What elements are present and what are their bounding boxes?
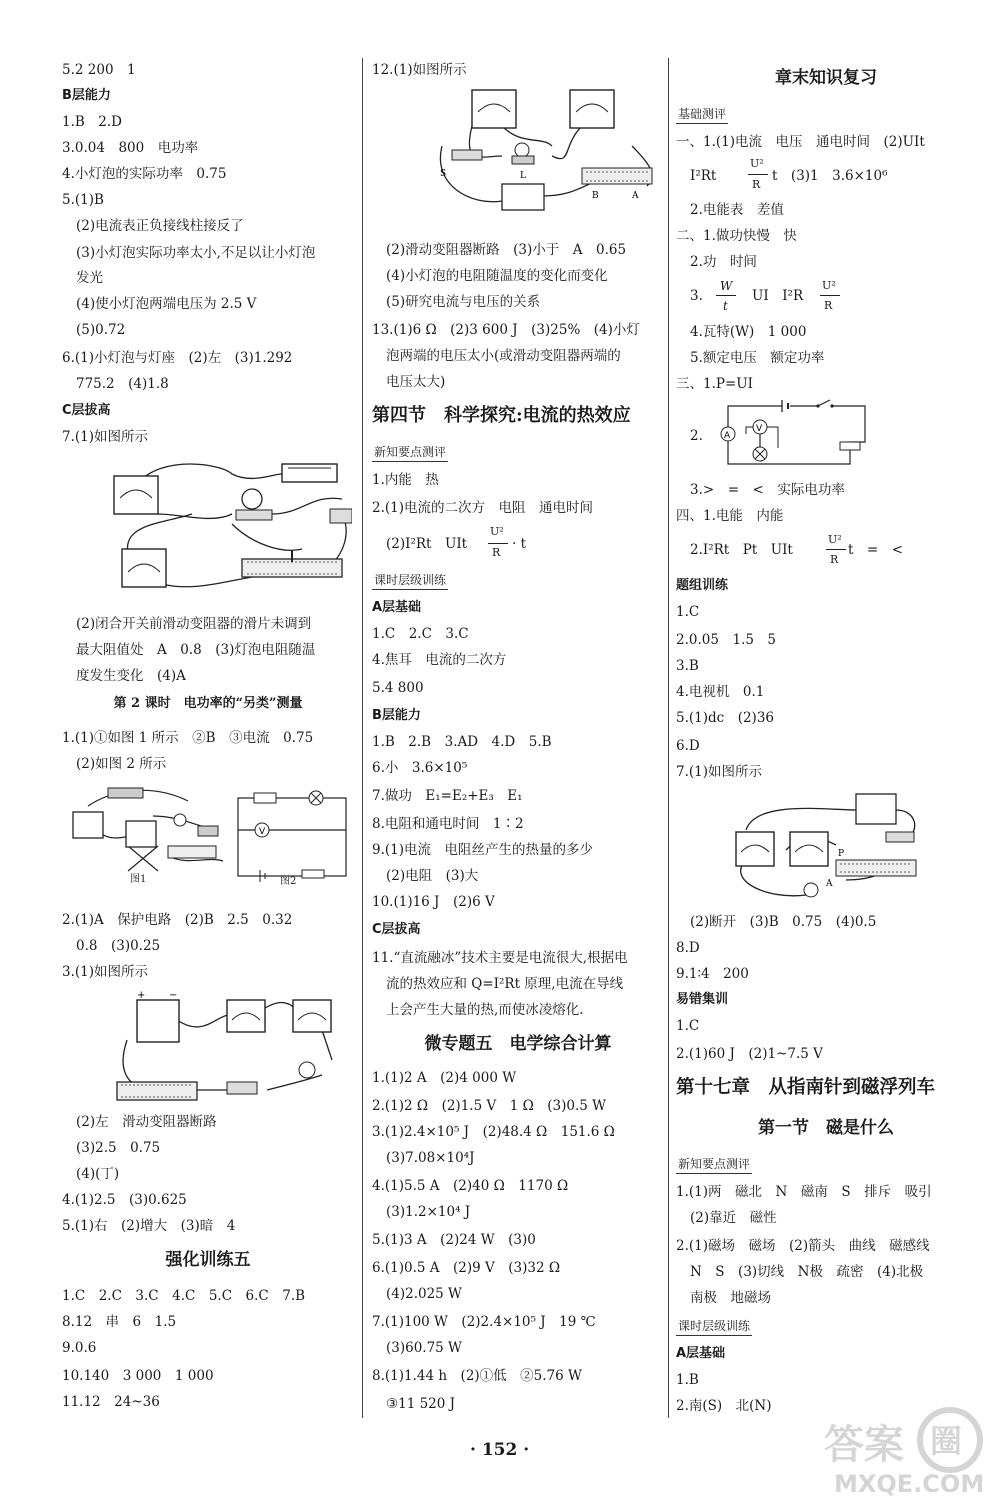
section-label: B层能力 bbox=[62, 88, 111, 103]
chapter-review-heading: 章末知识复习 bbox=[775, 68, 877, 88]
answer-line: 电压太大) bbox=[386, 374, 446, 390]
svg-text:V: V bbox=[259, 827, 266, 837]
answer-line: 8.(1)1.44 h (2)①低 ②5.76 W bbox=[372, 1368, 582, 1384]
fraction-denominator: R bbox=[824, 299, 833, 312]
watermark-logo bbox=[820, 1400, 990, 1498]
answer-line: 7.(1)如图所示 bbox=[62, 429, 149, 445]
section-label: C层拔高 bbox=[62, 403, 111, 418]
svg-text:MXQE.COM: MXQE.COM bbox=[834, 1470, 985, 1498]
fraction-denominator: R bbox=[752, 178, 761, 191]
fraction-numerator: U² bbox=[828, 533, 842, 546]
answer-line: (3)1.2×10⁴ J bbox=[386, 1204, 471, 1220]
svg-text:−: − bbox=[169, 990, 178, 1001]
answer-line: (4)2.025 W bbox=[386, 1286, 462, 1302]
answer-line: (5)0.72 bbox=[76, 322, 126, 338]
answer-line: 二、1.做功快慢 快 bbox=[676, 228, 797, 244]
answer-line: (4)(丁) bbox=[76, 1166, 120, 1182]
section-label: A层基础 bbox=[676, 1346, 726, 1361]
subsection-tag bbox=[372, 570, 664, 590]
answer-line: 7.做功 E₁=E₂+E₃ E₁ bbox=[372, 788, 523, 804]
formula-text: 3. bbox=[690, 288, 703, 304]
formula-text: UI I²R bbox=[752, 288, 804, 304]
answer-line: (3)60.75 W bbox=[386, 1340, 462, 1356]
circuit-figure-1 bbox=[68, 786, 228, 886]
answer-line: 3.0.04 800 电功率 bbox=[62, 140, 199, 156]
answer-line: 7.(1)如图所示 bbox=[676, 764, 763, 780]
tag-label: 基础测评 bbox=[676, 105, 728, 124]
answer-line: 5.(1)3 A (2)24 W (3)0 bbox=[372, 1232, 536, 1248]
answer-line: (2)如图 2 所示 bbox=[76, 756, 167, 772]
page-number: · 152 · bbox=[470, 1440, 530, 1460]
answer-line: 2. bbox=[690, 428, 703, 444]
answer-line: 1.(1)①如图 1 所示 ②B ③电流 0.75 bbox=[62, 730, 314, 746]
answer-line: 四、1.电能 内能 bbox=[676, 508, 784, 524]
answer-line: (3)7.08×10⁴J bbox=[386, 1150, 475, 1166]
section-heading: 第一节 磁是什么 bbox=[758, 1118, 894, 1138]
answer-line: N S (3)切线 N极 疏密 (4)北极 bbox=[690, 1264, 924, 1280]
fraction-numerator: U² bbox=[750, 157, 764, 170]
answer-line: 2.0.05 1.5 5 bbox=[676, 632, 776, 648]
answer-line: 4.(1)2.5 (3)0.625 bbox=[62, 1192, 187, 1208]
fraction-denominator: t bbox=[723, 299, 728, 313]
answer-line: 5.4 800 bbox=[372, 680, 424, 696]
fraction-denominator: R bbox=[492, 546, 501, 559]
answer-line: 1.C bbox=[676, 1018, 700, 1034]
fraction-denominator: R bbox=[830, 553, 839, 566]
column-divider-2 bbox=[668, 58, 669, 1418]
section-label: A层基础 bbox=[372, 600, 422, 615]
tag-label: 课时层级训练 bbox=[372, 571, 448, 590]
answer-line: 度发生变化 (4)A bbox=[76, 668, 186, 684]
answer-line: 10.140 3 000 1 000 bbox=[62, 1368, 214, 1384]
answer-line: 1.内能 热 bbox=[372, 472, 439, 488]
figure-caption: 图1 bbox=[130, 874, 147, 885]
circuit-figure-2 bbox=[232, 790, 352, 886]
circuit-diagram-q3-2 bbox=[720, 398, 890, 470]
answer-line: 2.南(S) 北(N) bbox=[676, 1398, 772, 1414]
answer-line: 2.(1)2 Ω (2)1.5 V 1 Ω (3)0.5 W bbox=[372, 1098, 607, 1114]
answer-line: 3.(1)如图所示 bbox=[62, 964, 149, 980]
section-heading: 第四节 科学探究:电流的热效应 bbox=[372, 405, 631, 426]
answer-line: 2.电能表 差值 bbox=[690, 202, 784, 218]
answer-line: 南极 地磁场 bbox=[690, 1290, 771, 1306]
svg-text:A: A bbox=[632, 191, 639, 201]
answer-line: 4.(1)5.5 A (2)40 Ω 1170 Ω bbox=[372, 1178, 569, 1194]
tag-label: 课时层级训练 bbox=[676, 1317, 752, 1336]
answer-line: 发光 bbox=[76, 270, 103, 286]
answer-line: (4)使小灯泡两端电压为 2.5 V bbox=[76, 296, 257, 312]
answer-line: 4.瓦特(W) 1 000 bbox=[690, 324, 807, 340]
answer-line: 2.(1)磁场 磁场 (2)箭头 曲线 磁感线 bbox=[676, 1238, 930, 1254]
answer-line: 泡两端的电压太小(或滑动变阻器两端的 bbox=[386, 348, 621, 364]
figure-caption: 图2 bbox=[280, 876, 297, 887]
formula-text: · t bbox=[512, 536, 527, 552]
answer-line: 1.C 2.C 3.C 4.C 5.C 6.C 7.B bbox=[62, 1288, 306, 1304]
circuit-figure-q7-review bbox=[726, 790, 926, 910]
svg-text:V: V bbox=[756, 424, 763, 434]
circuit-figure-q7 bbox=[102, 454, 352, 604]
svg-text:圈: 圈 bbox=[930, 1422, 963, 1460]
column-middle bbox=[372, 0, 664, 1430]
subsection-tag bbox=[676, 104, 976, 124]
subsection-tag bbox=[372, 442, 664, 462]
formula-text: I²Rt bbox=[690, 168, 717, 184]
answer-line: 2.(1)电流的二次方 电阻 通电时间 bbox=[372, 500, 594, 516]
formula-text: (2)I²Rt UIt bbox=[386, 536, 468, 552]
formula-text: t (3)1 3.6×10⁶ bbox=[772, 168, 888, 184]
column-divider-1 bbox=[362, 58, 363, 1418]
answer-line: 2.(1)60 J (2)1~7.5 V bbox=[676, 1046, 823, 1062]
answer-line: (4)小灯泡的电阻随温度的变化而变化 bbox=[386, 268, 608, 284]
fraction-numerator: U² bbox=[822, 279, 836, 292]
answer-line: 11.“直流融冰”技术主要是电流很大,根据电 bbox=[372, 950, 628, 966]
formula-line bbox=[372, 525, 664, 570]
answer-line: 0.8 (3)0.25 bbox=[76, 938, 161, 954]
answer-line: 8.12 串 6 1.5 bbox=[62, 1314, 177, 1330]
answer-line: 2.(1)A 保护电路 (2)B 2.5 0.32 bbox=[62, 912, 293, 928]
answer-line: 5.(1)右 (2)增大 (3)暗 4 bbox=[62, 1218, 236, 1234]
formula-text: 2.I²Rt Pt UIt bbox=[690, 542, 793, 558]
answer-line: ③11 520 J bbox=[386, 1396, 456, 1412]
answer-line: 1.(1)两 磁北 N 磁南 S 排斥 吸引 bbox=[676, 1184, 932, 1200]
answer-line: 8.D bbox=[676, 940, 700, 956]
answer-line: 4.焦耳 电流的二次方 bbox=[372, 652, 507, 668]
svg-text:A: A bbox=[724, 431, 731, 441]
subsection-tag bbox=[676, 1154, 976, 1174]
answer-line: 流的热效应和 Q=I²Rt 原理,电流在导线 bbox=[386, 976, 624, 992]
svg-text:B: B bbox=[592, 191, 599, 201]
section-label: 题组训练 bbox=[676, 578, 729, 593]
tag-label: 新知要点测评 bbox=[676, 1155, 752, 1174]
answer-line: 6.(1)小灯泡与灯座 (2)左 (3)1.292 bbox=[62, 350, 293, 366]
answer-line: 1.B 2.B 3.AD 4.D 5.B bbox=[372, 734, 552, 750]
answer-line: (3)小灯泡实际功率太小,不足以让小灯泡 bbox=[76, 245, 316, 261]
answer-line: 3.B bbox=[676, 658, 699, 674]
section-label: C层拔高 bbox=[372, 922, 421, 937]
answer-line: 1.C 2.C 3.C bbox=[372, 626, 469, 642]
answer-line: 5.2 200 1 bbox=[62, 62, 136, 78]
answer-line: 9.(1)电流 电阻丝产生的热量的多少 bbox=[372, 842, 594, 858]
svg-text:A: A bbox=[826, 879, 833, 889]
answer-line: 4.小灯泡的实际功率 0.75 bbox=[62, 166, 227, 182]
answer-line: 2.功 时间 bbox=[690, 254, 757, 270]
formula-line bbox=[676, 157, 976, 198]
section-heading: 微专题五 电学综合计算 bbox=[424, 1034, 612, 1054]
svg-text:P: P bbox=[838, 849, 845, 859]
answer-line: 5.额定电压 额定功率 bbox=[690, 350, 825, 366]
answer-line: (2)滑动变阻器断路 (3)小于 A 0.65 bbox=[386, 242, 627, 258]
answer-line: 三、1.P=UI bbox=[676, 376, 753, 392]
answer-line: 8.电阻和通电时间 1∶2 bbox=[372, 816, 524, 832]
answer-line: (2)电阻 (3)大 bbox=[386, 868, 479, 884]
answer-line: 3.> = < 实际电功率 bbox=[690, 482, 845, 498]
answer-line: 上会产生大量的热,而使冰凌熔化. bbox=[386, 1002, 584, 1018]
answer-line: (2)电流表正负接线柱接反了 bbox=[76, 218, 244, 234]
answer-line: 7.(1)100 W (2)2.4×10⁵ J 19 ℃ bbox=[372, 1314, 596, 1330]
answer-line: 11.12 24~36 bbox=[62, 1394, 160, 1410]
subsection-tag bbox=[676, 1316, 976, 1336]
column-left bbox=[62, 0, 354, 1430]
answer-line: 13.(1)6 Ω (2)3 600 J (3)25% (4)小灯 bbox=[372, 322, 640, 338]
section-label: 易错集训 bbox=[676, 992, 729, 1007]
circuit-figure-q12 bbox=[432, 86, 662, 214]
answer-line: (2)左 滑动变阻器断路 bbox=[76, 1114, 217, 1130]
svg-text:S: S bbox=[440, 169, 447, 179]
circuit-figure-q3 bbox=[107, 990, 347, 1108]
answer-line: 1.(1)2 A (2)4 000 W bbox=[372, 1070, 517, 1086]
answer-line: (3)2.5 0.75 bbox=[76, 1140, 161, 1156]
tag-label: 新知要点测评 bbox=[372, 443, 448, 462]
svg-text:+: + bbox=[137, 990, 146, 1001]
section-label: B层能力 bbox=[372, 708, 421, 723]
answer-line: 5.(1)B bbox=[62, 192, 104, 208]
answer-line: 6.D bbox=[676, 738, 700, 754]
answer-line: 12.(1)如图所示 bbox=[372, 62, 467, 78]
answer-line: 6.小 3.6×10⁵ bbox=[372, 760, 468, 776]
answer-line: 9.1∶4 200 bbox=[676, 966, 749, 982]
answer-line: 3.(1)2.4×10⁵ J (2)48.4 Ω 151.6 Ω bbox=[372, 1124, 615, 1140]
answer-line: (2)闭合开关前滑动变阻器的滑片未调到 bbox=[76, 616, 312, 632]
answer-line: 6.(1)0.5 A (2)9 V (3)32 Ω bbox=[372, 1260, 561, 1276]
answer-line: 4.电视机 0.1 bbox=[676, 684, 765, 700]
answer-line: (2)断开 (3)B 0.75 (4)0.5 bbox=[690, 914, 877, 930]
answer-line: (2)靠近 磁性 bbox=[690, 1210, 777, 1226]
svg-text:L: L bbox=[520, 171, 526, 181]
answer-line: 一、1.(1)电流 电压 通电时间 (2)UIt bbox=[676, 134, 925, 150]
answer-line: 10.(1)16 J (2)6 V bbox=[372, 894, 495, 910]
section-heading: 强化训练五 bbox=[165, 1250, 251, 1270]
chapter-heading: 第十七章 从指南针到磁浮列车 bbox=[676, 1077, 936, 1098]
answer-line: 1.C bbox=[676, 604, 700, 620]
formula-text: t = < bbox=[848, 542, 904, 558]
svg-text:答案: 答案 bbox=[824, 1422, 904, 1468]
answer-line: 5.(1)dc (2)36 bbox=[676, 710, 775, 726]
column-right bbox=[676, 0, 976, 1430]
formula-line bbox=[676, 280, 976, 320]
answer-line: 775.2 (4)1.8 bbox=[76, 376, 169, 392]
answer-line: 1.B 2.D bbox=[62, 114, 123, 130]
answer-line: 9.0.6 bbox=[62, 1340, 97, 1356]
fraction-numerator: W bbox=[720, 279, 733, 293]
lesson-heading: 第 2 课时 电功率的“另类”测量 bbox=[113, 696, 303, 711]
formula-line bbox=[676, 532, 976, 572]
answer-line: (5)研究电流与电压的关系 bbox=[386, 294, 541, 310]
answer-line: 最大阻值处 A 0.8 (3)灯泡电阻随温 bbox=[76, 642, 316, 658]
fraction-numerator: U² bbox=[490, 525, 504, 538]
answer-line: 1.B bbox=[676, 1372, 699, 1388]
